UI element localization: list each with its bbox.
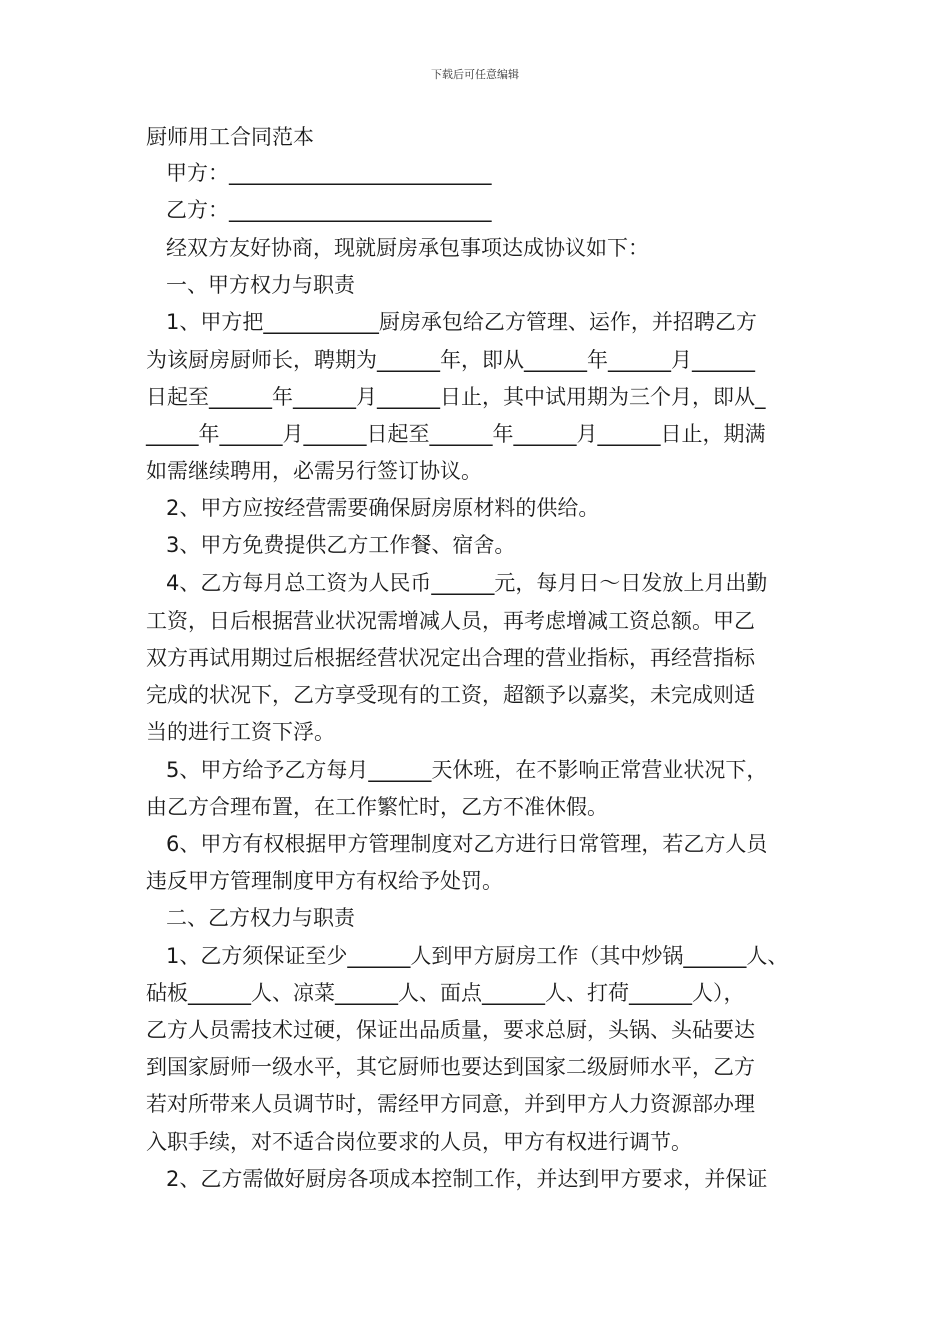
paragraph-line: 5、甲方给予乙方每月______天休班，在不影响正常营业状况下，: [166, 758, 768, 782]
paragraph-line: 当的进行工资下浮。: [146, 720, 335, 744]
intro-line: 经双方友好协商，现就厨房承包事项达成协议如下：: [166, 236, 649, 260]
paragraph-line: 3、甲方免费提供乙方工作餐、宿舍。: [166, 533, 516, 557]
paragraph-line: 砧板______人、凉菜______人、面点______人、打荷______人），: [146, 981, 745, 1005]
paragraph-line: 乙方人员需技术过硬，保证出品质量，要求总厨，头锅、头砧要达: [146, 1018, 755, 1042]
paragraph-line: 2、甲方应按经营需要确保厨房原材料的供给。: [166, 496, 600, 520]
paragraph-line: 为该厨房厨师长，聘期为______年，即从______年______月______: [146, 348, 755, 372]
party-a-line: 甲方：_________________________: [166, 161, 492, 185]
paragraph-line: 由乙方合理布置，在工作繁忙时，乙方不准休假。: [146, 795, 608, 819]
paragraph-line: 工资，日后根据营业状况需增减人员，再考虑增减工资总额。甲乙: [146, 609, 755, 633]
page-header: 下载后可任意编辑: [431, 68, 519, 81]
section-heading-2: 二、乙方权力与职责: [166, 906, 355, 930]
paragraph-line: _____年______月______日起至______年______月______日止，期满: [146, 422, 766, 446]
paragraph-line: 日起至______年______月______日止，其中试用期为三个月，即从_: [146, 385, 766, 409]
section-heading-1: 一、甲方权力与职责: [166, 273, 355, 297]
party-b-line: 乙方：_________________________: [166, 198, 492, 222]
paragraph-line: 1、乙方须保证至少______人到甲方厨房工作（其中炒锅______人、: [166, 944, 789, 968]
paragraph-line: 入职手续，对不适合岗位要求的人员，甲方有权进行调节。: [146, 1130, 692, 1154]
paragraph-line: 6、甲方有权根据甲方管理制度对乙方进行日常管理，若乙方人员: [166, 832, 768, 856]
document-title: 厨师用工合同范本: [146, 125, 314, 149]
paragraph-line: 完成的状况下，乙方享受现有的工资，超额予以嘉奖，未完成则适: [146, 683, 755, 707]
paragraph-line: 2、乙方需做好厨房各项成本控制工作，并达到甲方要求，并保证: [166, 1167, 768, 1191]
paragraph-line: 违反甲方管理制度甲方有权给予处罚。: [146, 869, 503, 893]
paragraph-line: 4、乙方每月总工资为人民币______元，每月日～日发放上月出勤: [166, 571, 768, 595]
paragraph-line: 若对所带来人员调节时，需经甲方同意，并到甲方人力资源部办理: [146, 1092, 755, 1116]
paragraph-line: 如需继续聘用，必需另行签订协议。: [146, 459, 482, 483]
paragraph-line: 双方再试用期过后根据经营状况定出合理的营业指标，再经营指标: [146, 646, 755, 670]
paragraph-line: 1、甲方把___________厨房承包给乙方管理、运作，并招聘乙方: [166, 310, 757, 334]
paragraph-line: 到国家厨师一级水平，其它厨师也要达到国家二级厨师水平，乙方: [146, 1055, 755, 1079]
